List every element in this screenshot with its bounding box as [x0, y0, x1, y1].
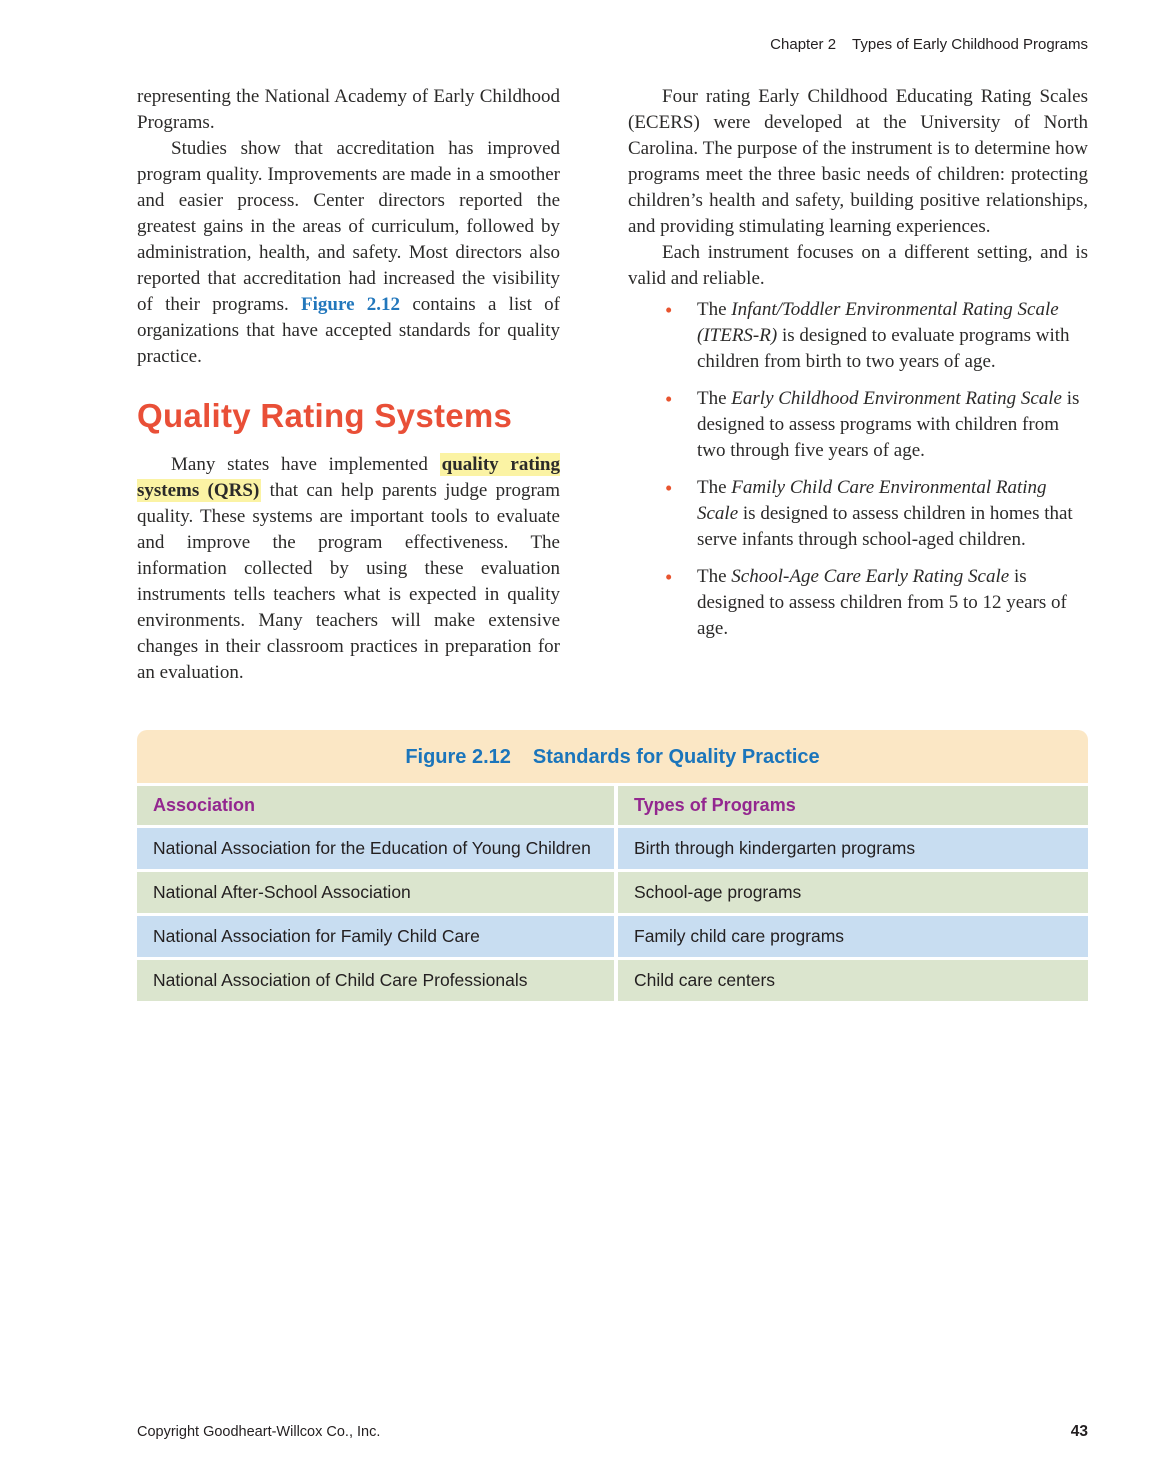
figure-label: Figure 2.12 [405, 746, 511, 768]
list-item-text: is designed to assess programs with children from two through five years of age. [697, 388, 1080, 461]
table-cell-programs: Child care centers [618, 960, 1088, 1001]
table-cell-association: National After-School Association [137, 872, 614, 913]
table-cell-association: National Association for Family Child Care [137, 916, 614, 957]
figure-title [137, 730, 1088, 783]
paragraph-text: contains a list of organizations that have accepted standards for quality practice. [137, 294, 561, 367]
key-term-highlight: quality rating systems (QRS) [137, 454, 561, 501]
paragraph-text: Studies show that accreditation has improved program quality. Improvements are made in a smoother and easier process. Center directors reported the greatest gains in the areas of curriculum, followed by administration, health, and safety. Most directors also reported that accreditation had increased the visibility of their programs. [137, 138, 560, 315]
paragraph-instrument-focus: Each instrument focuses on a different setting, and is valid and reliable. [628, 242, 1088, 289]
list-item [665, 386, 1088, 464]
figure-caption: Standards for Quality Practice [532, 746, 820, 768]
chapter-title: Types of Early Childhood Programs [852, 36, 1088, 53]
paragraph-qrs [137, 452, 560, 686]
figure-2-12-reference[interactable]: Figure 2.12 [301, 294, 401, 315]
chapter-number: Chapter 2 [770, 36, 837, 53]
bullet-icon: • [665, 387, 673, 411]
table-cell-association: National Association for the Education of Young Children [137, 828, 614, 869]
list-item [665, 564, 1088, 642]
left-column [137, 84, 560, 686]
bullet-icon: • [665, 298, 673, 322]
table-cell-association: National Association of Child Care Professionals [137, 960, 614, 1001]
running-head [770, 36, 1088, 53]
copyright-text: Copyright Goodheart-Willcox Co., Inc. [137, 1424, 381, 1440]
list-item-text: The [697, 477, 732, 498]
list-item-text: The [697, 299, 732, 320]
standards-table [137, 786, 1088, 1001]
scale-name: School-Age Care Early Rating Scale [731, 566, 1010, 587]
list-item [665, 297, 1088, 375]
list-item [665, 475, 1088, 553]
scale-name: Early Childhood Environment Rating Scale [731, 388, 1062, 409]
list-item-text: The [697, 388, 732, 409]
page-footer [137, 1423, 1088, 1441]
scale-name: Family Child Care Environmental Rating Scale [697, 477, 1047, 524]
bullet-icon: • [665, 565, 673, 589]
paragraph-accreditation-continued: representing the National Academy of Early Childhood Programs. [137, 86, 560, 133]
rating-scales-list [628, 297, 1088, 642]
paragraph-ecers: Four rating Early Childhood Educating Rating Scales (ECERS) were developed at the University of North Carolina. The purpose of the instrument is to determine how programs meet the three basic needs of children: protecting children’s health and safety, building positive relationships, and providing stimulating learning experiences. [628, 86, 1088, 237]
list-item-text: The [697, 566, 732, 587]
right-column [628, 84, 1088, 686]
figure-2-12 [137, 730, 1088, 1001]
bullet-icon: • [665, 476, 673, 500]
page-content [137, 84, 1088, 1001]
list-item-text: is designed to assess children from 5 to 12 years of age. [697, 566, 1067, 639]
list-item-text: is designed to evaluate programs with children from birth to two years of age. [697, 325, 1070, 372]
table-cell-programs: Birth through kindergarten programs [618, 828, 1088, 869]
list-item-text: is designed to assess children in homes that serve infants through school-aged children. [697, 503, 1073, 550]
scale-name: Infant/Toddler Environmental Rating Scale (ITERS-R) [697, 299, 1059, 346]
two-column-text [137, 84, 1088, 686]
paragraph-text: that can help parents judge program quality. These systems are important tools to evaluate and improve the program effectiveness. The information collected by using these evaluation instruments tells teachers what is expected in quality environments. Many teachers will make extensive changes in their classroom practices in preparation for an evaluation. [137, 480, 560, 683]
table-cell-programs: Family child care programs [618, 916, 1088, 957]
table-cell-programs: School-age programs [618, 872, 1088, 913]
paragraph-accreditation-studies [137, 136, 560, 370]
column-header-association: Association [137, 786, 614, 825]
paragraph-text: Many states have implemented [171, 454, 440, 475]
column-header-types-of-programs: Types of Programs [618, 786, 1088, 825]
page-number: 43 [1070, 1423, 1088, 1440]
section-heading-quality-rating-systems: Quality Rating Systems [137, 397, 513, 434]
